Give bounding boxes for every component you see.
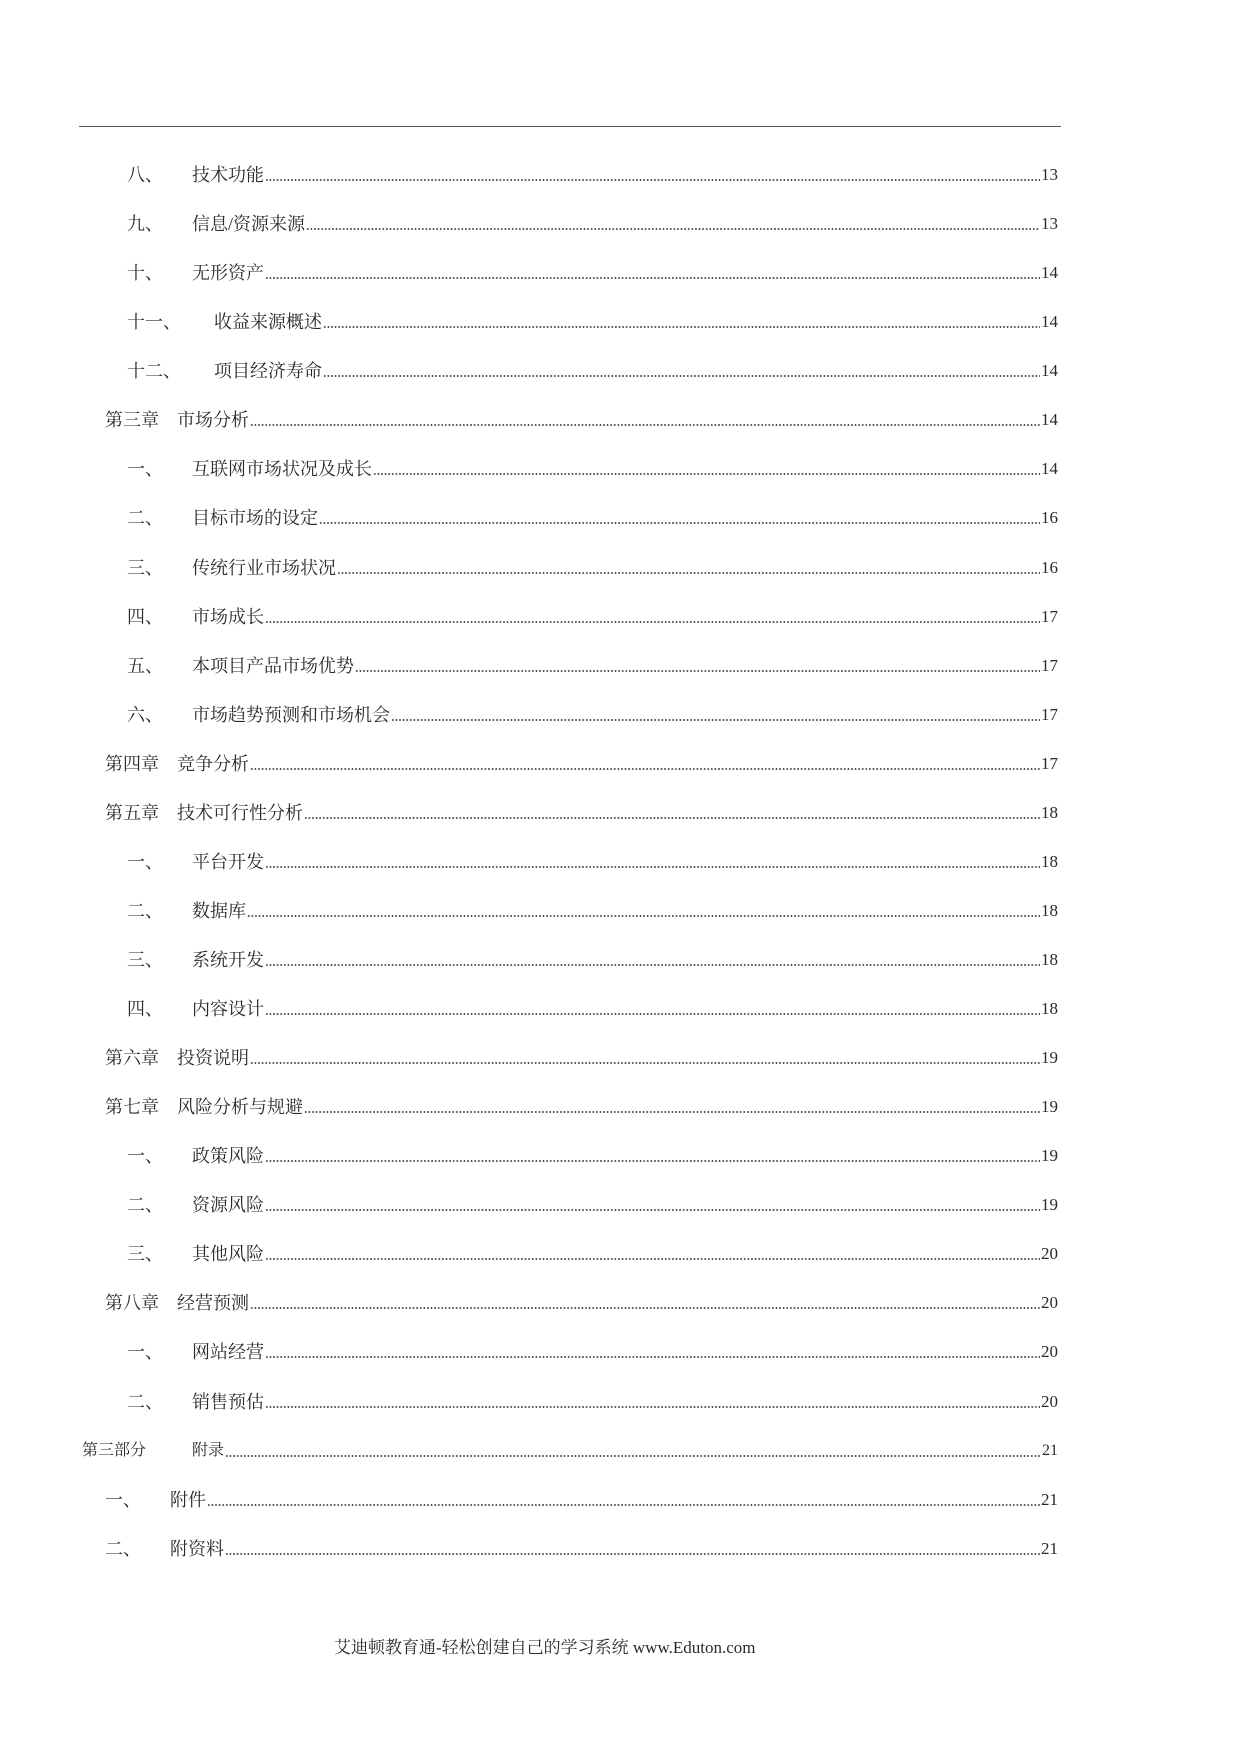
toc-section-entry xyxy=(127,898,1058,924)
toc-section-entry xyxy=(127,996,1058,1022)
toc-page-number: 14 xyxy=(1041,410,1058,430)
toc-section-entry xyxy=(127,947,1058,973)
toc-entry-title: 经营预测 xyxy=(177,1293,249,1314)
toc-entry-title: 竞争分析 xyxy=(177,753,249,774)
toc-section-entry xyxy=(127,1143,1058,1169)
toc-entry-number: 一、 xyxy=(127,459,163,480)
toc-entry-number: 一、 xyxy=(105,1489,141,1510)
toc-chapter-entry xyxy=(105,1094,1058,1120)
toc-dot-leader xyxy=(391,716,1040,722)
toc-entry-number: 一、 xyxy=(127,851,163,872)
toc-dot-leader xyxy=(265,863,1040,869)
toc-chapter-entry xyxy=(105,751,1058,777)
toc-section-entry xyxy=(127,456,1058,482)
toc-entry-title: 系统开发 xyxy=(192,950,264,970)
toc-entry-title: 技术功能 xyxy=(192,165,264,185)
toc-dot-leader xyxy=(250,765,1040,771)
toc-section-entry xyxy=(127,1192,1058,1218)
toc-page-number: 14 xyxy=(1041,459,1058,479)
toc-dot-leader xyxy=(207,1501,1040,1507)
toc-entry-number: 三、 xyxy=(127,950,163,970)
toc-dot-leader xyxy=(225,1452,1041,1458)
toc-section-entry xyxy=(127,702,1058,728)
toc-page-number: 20 xyxy=(1041,1293,1058,1313)
toc-page-number: 18 xyxy=(1041,851,1058,871)
toc-page-number: 16 xyxy=(1041,508,1058,528)
toc-page-number: 19 xyxy=(1041,1097,1058,1117)
toc-section-entry xyxy=(127,1389,1058,1415)
toc-entry-number: 十、 xyxy=(127,263,163,284)
toc-entry-number: 四、 xyxy=(127,999,163,1019)
toc-entry-number: 八、 xyxy=(127,165,163,185)
toc-entry-number: 第三部分 xyxy=(82,1441,147,1459)
toc-page-number: 19 xyxy=(1041,1146,1058,1166)
toc-entry-number: 九、 xyxy=(127,214,163,235)
toc-entry-number: 第八章 xyxy=(105,1293,159,1314)
toc-dot-leader xyxy=(337,569,1040,575)
toc-entry-title: 市场成长 xyxy=(192,606,264,627)
toc-page-number: 14 xyxy=(1041,263,1058,283)
toc-section-entry xyxy=(127,849,1058,875)
toc-section-entry xyxy=(127,358,1058,384)
toc-dot-leader xyxy=(265,176,1040,182)
toc-entry-title: 网站经营 xyxy=(192,1342,264,1363)
toc-section-entry xyxy=(127,505,1058,531)
toc-section-entry xyxy=(127,1339,1058,1365)
toc-entry-number: 十一、 xyxy=(127,312,181,333)
toc-dot-leader xyxy=(373,470,1040,476)
toc-entry-number: 三、 xyxy=(127,1244,163,1265)
toc-entry-number: 十二、 xyxy=(127,361,181,382)
toc-section-entry xyxy=(127,604,1058,630)
toc-page-number: 17 xyxy=(1041,704,1058,724)
toc-page-number: 14 xyxy=(1041,361,1058,381)
toc-entry-number: 第三章 xyxy=(105,410,159,431)
toc-entry-title: 市场趋势预测和市场机会 xyxy=(192,704,390,725)
toc-entry-title: 附件 xyxy=(170,1489,206,1510)
toc-entry-number: 四、 xyxy=(127,606,163,627)
toc-dot-leader xyxy=(304,814,1040,820)
toc-dot-leader xyxy=(250,1059,1040,1065)
toc-section-entry xyxy=(127,555,1058,581)
toc-entry-number: 一、 xyxy=(127,1146,163,1167)
toc-entry-number: 二、 xyxy=(127,900,163,921)
toc-entry-title: 收益来源概述 xyxy=(214,312,322,333)
toc-section-entry xyxy=(127,653,1058,679)
toc-dot-leader xyxy=(265,1403,1040,1409)
toc-page-number: 13 xyxy=(1041,165,1058,184)
toc-page-number: 18 xyxy=(1041,999,1058,1018)
toc-page-number: 20 xyxy=(1041,1342,1058,1362)
toc-entry-title: 销售预估 xyxy=(192,1391,264,1412)
toc-entry-number: 三、 xyxy=(127,557,163,578)
toc-dot-leader xyxy=(247,912,1040,918)
toc-entry-number: 二、 xyxy=(105,1538,141,1559)
toc-section-entry xyxy=(127,309,1058,335)
toc-page-number: 19 xyxy=(1041,1195,1058,1215)
toc-dot-leader xyxy=(304,1108,1040,1114)
toc-page-number: 21 xyxy=(1041,1489,1058,1509)
toc-entry-title: 其他风险 xyxy=(192,1244,264,1265)
toc-entry-title: 信息/资源来源 xyxy=(192,214,306,235)
toc-entry-title: 附资料 xyxy=(170,1538,224,1559)
toc-entry-number: 二、 xyxy=(127,508,163,529)
toc-dot-leader xyxy=(225,1550,1040,1556)
toc-page-number: 14 xyxy=(1041,312,1058,332)
toc-page-number: 16 xyxy=(1041,557,1058,577)
toc-part-entry xyxy=(82,1438,1058,1464)
toc-chapter-entry xyxy=(105,1290,1058,1316)
toc-entry-number: 第六章 xyxy=(105,1048,159,1069)
toc-page-number: 18 xyxy=(1041,802,1058,822)
toc-dot-leader xyxy=(265,961,1040,967)
toc-page-number: 20 xyxy=(1041,1391,1058,1411)
toc-page-number: 19 xyxy=(1041,1048,1058,1068)
toc-entry-title: 平台开发 xyxy=(192,851,264,872)
toc-page-number: 17 xyxy=(1041,753,1058,773)
toc-entry-number: 一、 xyxy=(127,1342,163,1363)
toc-entry-number: 六、 xyxy=(127,704,163,725)
toc-dot-leader xyxy=(265,1353,1040,1359)
toc-entry-title: 数据库 xyxy=(192,900,246,921)
toc-dot-leader xyxy=(323,323,1040,329)
page-footer: 艾迪顿教育通-轻松创建自己的学习系统 www.Eduton.com xyxy=(334,1638,756,1657)
toc-chapter-entry xyxy=(105,407,1058,433)
toc-appendix-entry xyxy=(105,1536,1058,1562)
toc-entry-title: 附录 xyxy=(192,1441,225,1459)
toc-chapter-entry xyxy=(105,800,1058,826)
toc-entry-title: 技术可行性分析 xyxy=(177,802,303,823)
toc-dot-leader xyxy=(265,274,1040,280)
toc-chapter-entry xyxy=(105,1045,1058,1071)
toc-dot-leader xyxy=(265,618,1040,624)
toc-page-number: 21 xyxy=(1041,1538,1058,1558)
toc-dot-leader xyxy=(355,667,1040,673)
toc-dot-leader xyxy=(250,1304,1040,1310)
toc-page-number: 21 xyxy=(1042,1441,1058,1459)
toc-entry-title: 风险分析与规避 xyxy=(177,1097,303,1118)
toc-section-entry xyxy=(127,211,1058,237)
toc-entry-title: 无形资产 xyxy=(192,263,264,284)
toc-dot-leader xyxy=(265,1255,1040,1261)
toc-page-number: 13 xyxy=(1041,214,1058,234)
toc-section-entry xyxy=(127,260,1058,286)
toc-entry-title: 目标市场的设定 xyxy=(192,508,318,529)
toc-entry-number: 第五章 xyxy=(105,802,159,823)
toc-page-number: 17 xyxy=(1041,606,1058,626)
toc-entry-title: 市场分析 xyxy=(177,410,249,431)
toc-entry-title: 内容设计 xyxy=(192,999,264,1019)
toc-entry-title: 互联网市场状况及成长 xyxy=(192,459,372,480)
toc-entry-number: 二、 xyxy=(127,1195,163,1216)
toc-dot-leader xyxy=(323,372,1040,378)
toc-section-entry xyxy=(127,162,1058,188)
toc-entry-title: 政策风险 xyxy=(192,1146,264,1167)
toc-appendix-entry xyxy=(105,1487,1058,1513)
toc-dot-leader xyxy=(250,421,1040,427)
toc-entry-number: 第四章 xyxy=(105,753,159,774)
toc-page-number: 17 xyxy=(1041,655,1058,675)
toc-page-number: 20 xyxy=(1041,1244,1058,1264)
toc-dot-leader xyxy=(319,519,1040,525)
toc-entry-number: 五、 xyxy=(127,655,163,676)
toc-entry-title: 投资说明 xyxy=(177,1048,249,1069)
toc-page-number: 18 xyxy=(1041,950,1058,969)
toc-entry-number: 第七章 xyxy=(105,1097,159,1118)
toc-page-number: 18 xyxy=(1041,900,1058,920)
toc-entry-title: 本项目产品市场优势 xyxy=(192,655,354,676)
toc-entry-title: 传统行业市场状况 xyxy=(192,557,336,578)
toc-dot-leader xyxy=(265,1206,1040,1212)
toc-dot-leader xyxy=(306,225,1040,231)
toc-dot-leader xyxy=(265,1157,1040,1163)
toc-section-entry xyxy=(127,1241,1058,1267)
toc-entry-number: 二、 xyxy=(127,1391,163,1412)
toc-dot-leader xyxy=(265,1010,1040,1016)
toc-entry-title: 资源风险 xyxy=(192,1195,264,1216)
toc-entry-title: 项目经济寿命 xyxy=(214,361,322,382)
